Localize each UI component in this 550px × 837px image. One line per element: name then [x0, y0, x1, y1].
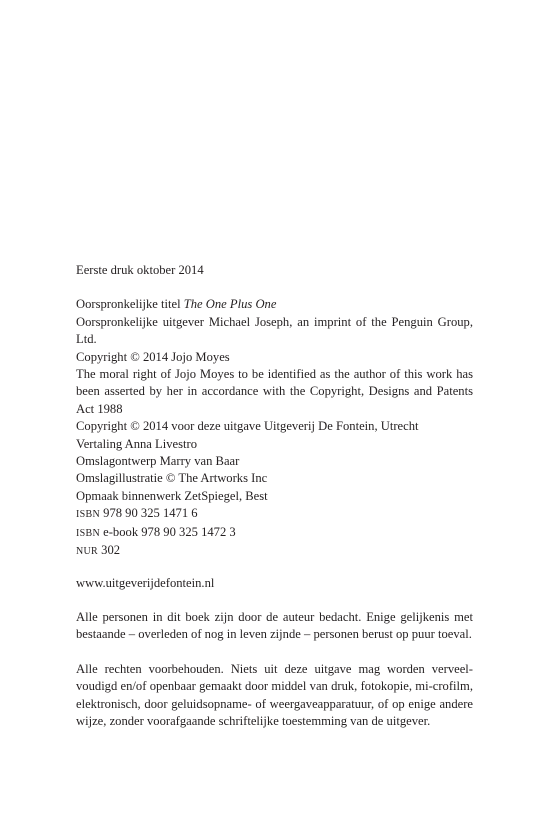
original-title-label: Oorspronkelijke titel [76, 297, 181, 312]
copyright-edition: Copyright © 2014 voor deze uitgave Uitgeverij De Fontein, Utrecht [76, 419, 419, 434]
first-print-line: Eerste druk oktober 2014 [76, 263, 204, 277]
publisher-website: www.uitgeverijdefontein.nl [76, 575, 215, 590]
copyright-author: Copyright © 2014 Jojo Moyes [76, 349, 230, 364]
isbn-ebook-value: e-book 978 90 325 1472 3 [103, 524, 236, 539]
isbn-line [76, 505, 473, 523]
spacer [76, 279, 473, 296]
original-title-line [76, 296, 473, 313]
isbn-label: ISBN [76, 509, 100, 521]
interior-layout-credit: Opmaak binnenwerk ZetSpiegel, Best [76, 488, 268, 503]
spacer [76, 644, 473, 661]
cover-design-credit: Omslagontwerp Marry van Baar [76, 454, 240, 469]
nur-value: 302 [101, 543, 121, 558]
moral-right-statement: The moral right of Jojo Moyes to be identified as the author of this work has been asserted by her in accordance with the Copyright, Designs and Patents Act 1988 [76, 367, 473, 416]
isbn-value: 978 90 325 1471 6 [103, 506, 198, 521]
original-publisher: Oorspronkelijke uitgever Michael Joseph, an imprint of the Penguin Group, Ltd. [76, 314, 473, 347]
spacer [76, 561, 473, 575]
cover-illustration-credit: Omslagillustratie © The Artworks Inc [76, 471, 268, 486]
original-title: The One Plus One [183, 297, 277, 312]
rights-paragraph: Alle rechten voorbehouden. Niets uit deze uitgave mag worden verveel-voudigd en/of openbaar gemaakt door middel van druk, fotokopie, mi-crofilm, elektronisch, door geluidsopname- of weergaveapparatuur, of op enige andere wijze, zonder voorafgaande schriftelijke toestemming van de uitgever. [76, 661, 473, 728]
disclaimer-paragraph: Alle personen in dit boek zijn door de auteur bedacht. Enige gelijkenis met bestaande – overleden of nog in leven zijnde – personen berust op puur toeval. [76, 609, 473, 642]
nur-line [76, 542, 473, 560]
colophon-block [76, 296, 473, 560]
colophon-page [76, 262, 473, 730]
isbn-ebook-label: ISBN [76, 527, 100, 539]
nur-label: NUR [76, 546, 99, 558]
spacer [76, 592, 473, 609]
isbn-ebook-line [76, 524, 473, 542]
translation-credit: Vertaling Anna Livestro [76, 436, 198, 451]
